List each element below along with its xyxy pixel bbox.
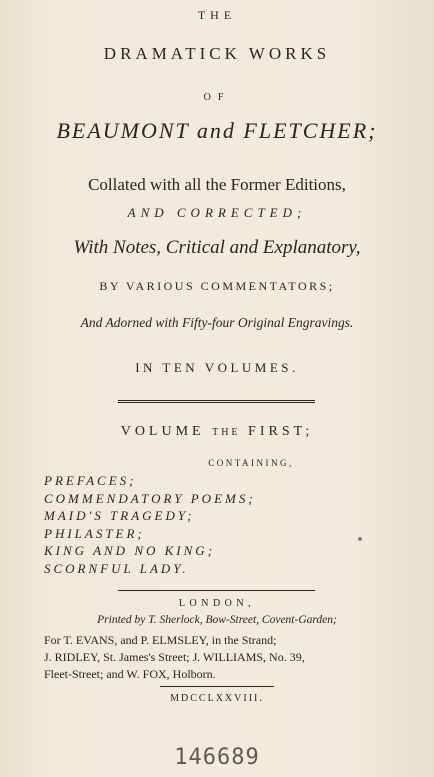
list-item: SCORNFUL LADY. bbox=[44, 560, 189, 576]
list-item: PREFACES; bbox=[44, 473, 137, 488]
title-of: OF bbox=[203, 92, 231, 103]
imprint-line: For T. EVANS, and P. ELMSLEY, in the Strand; bbox=[44, 633, 277, 647]
publication-date: MDCCLXXVIII. bbox=[170, 693, 264, 704]
list-item: KING AND NO KING; bbox=[44, 543, 216, 559]
corrected-line: AND CORRECTED; bbox=[127, 205, 307, 220]
ten-volumes-line: IN TEN VOLUMES. bbox=[135, 360, 299, 375]
commentators-line: BY VARIOUS COMMENTATORS; bbox=[99, 279, 335, 293]
volume-the: THE bbox=[212, 427, 241, 438]
volume-first: FIRST; bbox=[248, 424, 314, 439]
printer-line: Printed by T. Sherlock, Bow-Street, Covent-Garden; bbox=[97, 614, 337, 626]
imprint-city: LONDON, bbox=[178, 598, 256, 609]
date-rule bbox=[160, 686, 274, 687]
double-rule-divider bbox=[118, 400, 315, 403]
imprint-line: Fleet-Street; and W. FOX, Holborn. bbox=[44, 667, 216, 681]
title-the: THE bbox=[197, 8, 237, 22]
title-dramatick-works: DRAMATICK WORKS bbox=[103, 44, 331, 63]
ink-spot bbox=[358, 537, 362, 541]
containing-label: CONTAINING, bbox=[208, 458, 294, 468]
volume-word: VOLUME bbox=[120, 424, 205, 439]
collated-line: Collated with all the Former Editions, bbox=[88, 175, 346, 194]
notes-line: With Notes, Critical and Explanatory, bbox=[73, 237, 361, 258]
engravings-line: And Adorned with Fifty-four Original Engravings. bbox=[80, 315, 354, 330]
rule-divider bbox=[118, 590, 315, 591]
contents-list bbox=[44, 472, 256, 578]
volume-heading bbox=[0, 424, 434, 440]
list-item: COMMENDATORY POEMS; bbox=[44, 490, 256, 506]
list-item: PHILASTER; bbox=[44, 525, 145, 541]
list-item: MAID'S TRAGEDY; bbox=[44, 508, 195, 524]
title-authors: BEAUMONT and FLETCHER; bbox=[56, 118, 378, 143]
library-stamp-number: 146689 bbox=[174, 745, 260, 770]
imprint-line: J. RIDLEY, St. James's Street; J. WILLIAMS, No. 39, bbox=[44, 650, 305, 664]
